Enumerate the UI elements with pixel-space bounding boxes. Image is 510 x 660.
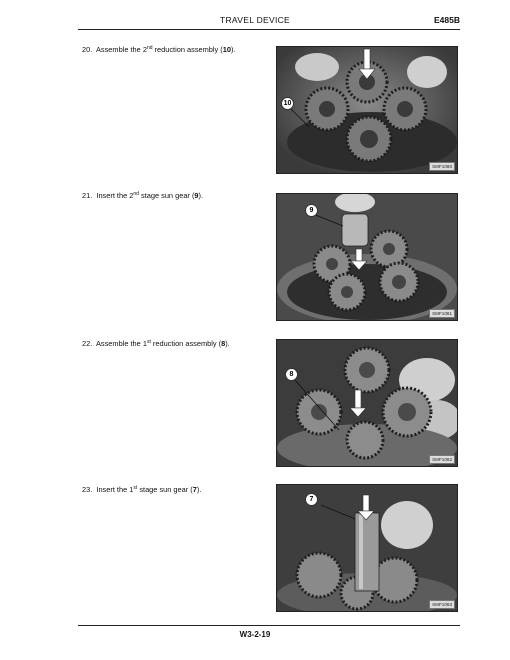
header-section-title: TRAVEL DEVICE bbox=[219, 15, 291, 25]
photo-2nd-stage-sun-gear bbox=[276, 193, 458, 321]
photo-code: SMF1080 bbox=[429, 162, 455, 171]
header-model: E485B bbox=[434, 15, 460, 25]
header-rule bbox=[78, 29, 460, 30]
photo-2nd-reduction-assembly-image bbox=[277, 47, 457, 173]
photo-1st-reduction-assembly bbox=[276, 339, 458, 467]
photo-1st-stage-sun-gear-image bbox=[277, 485, 457, 611]
callout-10: 10 bbox=[281, 97, 294, 110]
photo-code: SMF1082 bbox=[429, 455, 455, 464]
photo-2nd-stage-sun-gear-image bbox=[277, 194, 457, 320]
photo-code: SMF1083 bbox=[429, 600, 455, 609]
callout-8: 8 bbox=[285, 368, 298, 381]
step-20-instruction: 20. Assemble the 2nd reduction assembly (10). bbox=[82, 45, 236, 54]
callout-9: 9 bbox=[305, 204, 318, 217]
footer-rule bbox=[78, 625, 460, 626]
step-22-instruction: 22. Assemble the 1st reduction assembly (8). bbox=[82, 339, 230, 348]
step-21-instruction: 21. Insert the 2nd stage sun gear (9). bbox=[82, 191, 204, 200]
photo-1st-stage-sun-gear bbox=[276, 484, 458, 612]
page-number: W3-2-19 bbox=[239, 630, 271, 639]
callout-7: 7 bbox=[305, 493, 318, 506]
photo-2nd-reduction-assembly bbox=[276, 46, 458, 174]
photo-1st-reduction-assembly-image bbox=[277, 340, 457, 466]
step-23-instruction: 23. Insert the 1st stage sun gear (7). bbox=[82, 485, 202, 494]
photo-code: SMF1081 bbox=[429, 309, 455, 318]
